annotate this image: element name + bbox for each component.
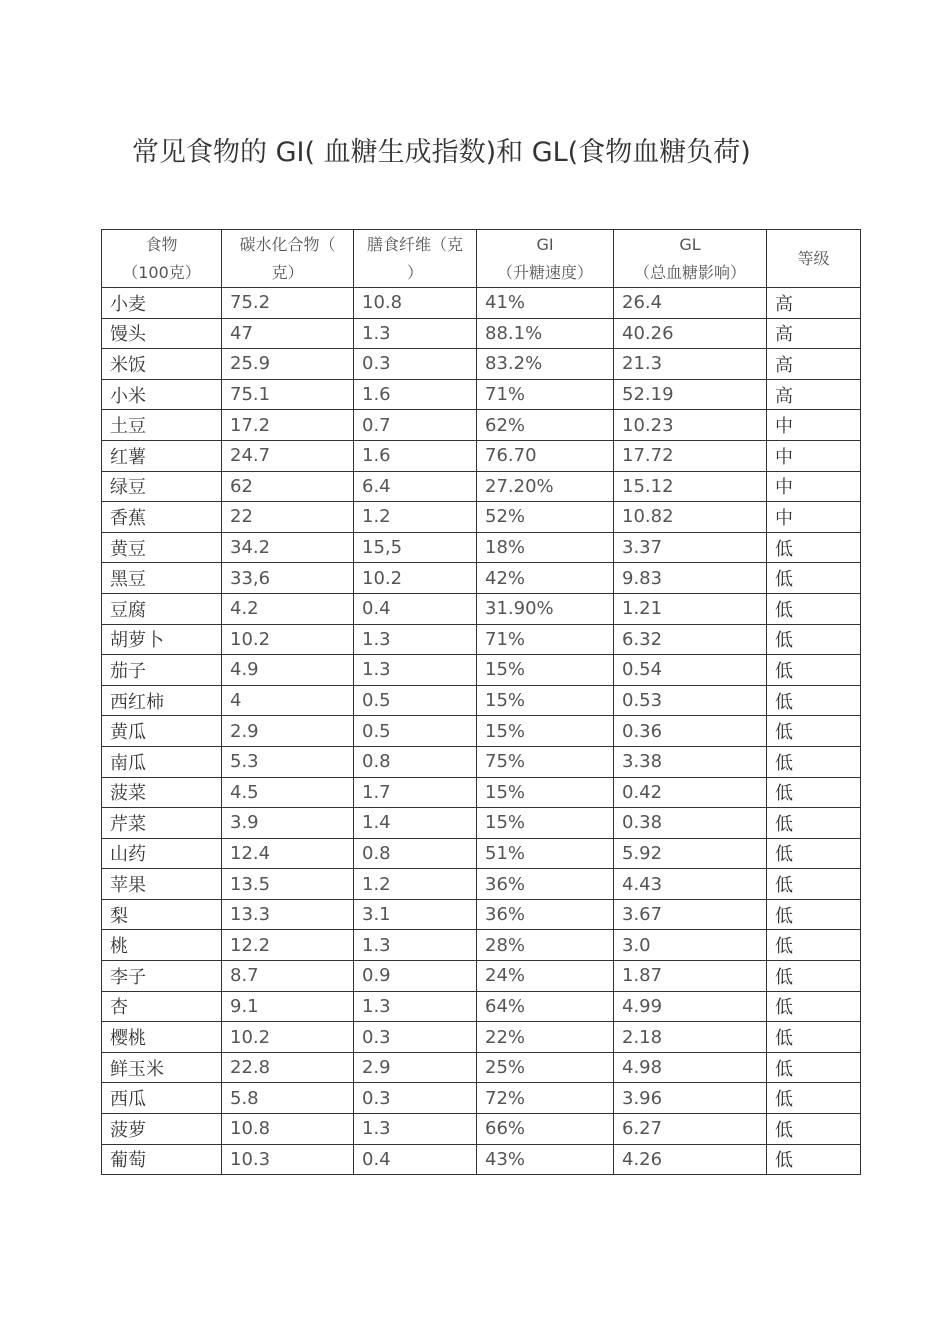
cell-gi: 15% xyxy=(477,716,614,747)
cell-gi: 62% xyxy=(477,410,614,441)
cell-gl: 0.53 xyxy=(614,685,767,716)
cell-gl: 3.96 xyxy=(614,1083,767,1114)
cell-food: 茄子 xyxy=(102,655,222,686)
table-row xyxy=(102,288,861,319)
cell-fiber: 0.7 xyxy=(354,410,477,441)
cell-gi: 41% xyxy=(477,288,614,319)
table-row xyxy=(102,471,861,502)
cell-fiber: 1.6 xyxy=(354,379,477,410)
header-food-line1: 食物 xyxy=(145,234,178,254)
cell-food: 小麦 xyxy=(102,288,222,319)
cell-fiber: 1.3 xyxy=(354,624,477,655)
cell-food: 杏 xyxy=(102,991,222,1022)
cell-grade: 低 xyxy=(767,655,861,686)
table-row xyxy=(102,961,861,992)
table-row xyxy=(102,746,861,777)
cell-fiber: 0.5 xyxy=(354,716,477,747)
table-row xyxy=(102,410,861,441)
cell-gi: 64% xyxy=(477,991,614,1022)
cell-gi: 52% xyxy=(477,502,614,533)
cell-carbohydrate: 9.1 xyxy=(222,991,354,1022)
cell-gl: 3.38 xyxy=(614,746,767,777)
cell-carbohydrate: 12.4 xyxy=(222,838,354,869)
cell-food: 桃 xyxy=(102,930,222,961)
table-row xyxy=(102,777,861,808)
cell-carbohydrate: 4 xyxy=(222,685,354,716)
cell-grade: 低 xyxy=(767,1052,861,1083)
cell-gl: 3.37 xyxy=(614,532,767,563)
cell-fiber: 10.8 xyxy=(354,288,477,319)
table-row xyxy=(102,930,861,961)
header-gi-line2: （升糖速度） xyxy=(496,262,593,282)
cell-gl: 52.19 xyxy=(614,379,767,410)
cell-carbohydrate: 13.3 xyxy=(222,899,354,930)
cell-food: 苹果 xyxy=(102,869,222,900)
table-row xyxy=(102,624,861,655)
header-gl xyxy=(614,230,767,288)
cell-carbohydrate: 17.2 xyxy=(222,410,354,441)
header-food-line2: （100克） xyxy=(122,262,201,282)
cell-fiber: 0.3 xyxy=(354,349,477,380)
header-grade xyxy=(767,230,861,288)
table-header xyxy=(102,230,861,288)
cell-carbohydrate: 10.8 xyxy=(222,1114,354,1145)
cell-gi: 27.20% xyxy=(477,471,614,502)
cell-carbohydrate: 75.1 xyxy=(222,379,354,410)
cell-food: 南瓜 xyxy=(102,746,222,777)
cell-fiber: 10.2 xyxy=(354,563,477,594)
cell-fiber: 1.3 xyxy=(354,991,477,1022)
cell-carbohydrate: 25.9 xyxy=(222,349,354,380)
cell-food: 樱桃 xyxy=(102,1022,222,1053)
header-fiber-line1: 膳食纤维（克 xyxy=(366,234,463,254)
cell-food: 小米 xyxy=(102,379,222,410)
cell-fiber: 3.1 xyxy=(354,899,477,930)
cell-gl: 4.99 xyxy=(614,991,767,1022)
cell-grade: 低 xyxy=(767,869,861,900)
table-row xyxy=(102,685,861,716)
cell-gi: 15% xyxy=(477,685,614,716)
cell-carbohydrate: 13.5 xyxy=(222,869,354,900)
cell-grade: 低 xyxy=(767,1144,861,1175)
cell-food: 绿豆 xyxy=(102,471,222,502)
header-gl-line1: GL xyxy=(679,234,701,254)
table-row xyxy=(102,349,861,380)
cell-food: 胡萝卜 xyxy=(102,624,222,655)
cell-gi: 75% xyxy=(477,746,614,777)
cell-food: 米饭 xyxy=(102,349,222,380)
table-row xyxy=(102,899,861,930)
cell-carbohydrate: 22.8 xyxy=(222,1052,354,1083)
cell-carbohydrate: 12.2 xyxy=(222,930,354,961)
cell-fiber: 15,5 xyxy=(354,532,477,563)
cell-carbohydrate: 10.2 xyxy=(222,1022,354,1053)
cell-grade: 高 xyxy=(767,288,861,319)
header-carbohydrate-line1: 碳水化合物（ xyxy=(239,234,336,254)
cell-gi: 18% xyxy=(477,532,614,563)
table-row xyxy=(102,838,861,869)
cell-gi: 51% xyxy=(477,838,614,869)
cell-gl: 10.23 xyxy=(614,410,767,441)
cell-food: 李子 xyxy=(102,961,222,992)
cell-food: 鲜玉米 xyxy=(102,1052,222,1083)
cell-carbohydrate: 8.7 xyxy=(222,961,354,992)
table-row xyxy=(102,869,861,900)
cell-fiber: 1.3 xyxy=(354,655,477,686)
table-row xyxy=(102,440,861,471)
cell-fiber: 0.3 xyxy=(354,1083,477,1114)
cell-gi: 24% xyxy=(477,961,614,992)
cell-gl: 3.67 xyxy=(614,899,767,930)
cell-food: 香蕉 xyxy=(102,502,222,533)
cell-gi: 66% xyxy=(477,1114,614,1145)
cell-food: 山药 xyxy=(102,838,222,869)
cell-carbohydrate: 4.2 xyxy=(222,593,354,624)
table-row xyxy=(102,502,861,533)
cell-gl: 4.98 xyxy=(614,1052,767,1083)
cell-grade: 低 xyxy=(767,1114,861,1145)
cell-grade: 低 xyxy=(767,808,861,839)
cell-grade: 低 xyxy=(767,838,861,869)
cell-fiber: 1.7 xyxy=(354,777,477,808)
cell-grade: 高 xyxy=(767,349,861,380)
cell-grade: 低 xyxy=(767,1022,861,1053)
table-row xyxy=(102,1022,861,1053)
cell-grade: 低 xyxy=(767,685,861,716)
cell-gi: 42% xyxy=(477,563,614,594)
cell-fiber: 0.4 xyxy=(354,1144,477,1175)
gi-gl-table xyxy=(101,229,861,1175)
cell-gi: 71% xyxy=(477,379,614,410)
cell-food: 西瓜 xyxy=(102,1083,222,1114)
header-fiber xyxy=(354,230,477,288)
cell-carbohydrate: 33,6 xyxy=(222,563,354,594)
cell-gi: 43% xyxy=(477,1144,614,1175)
cell-grade: 低 xyxy=(767,961,861,992)
cell-gi: 28% xyxy=(477,930,614,961)
cell-food: 红薯 xyxy=(102,440,222,471)
cell-fiber: 1.2 xyxy=(354,502,477,533)
cell-grade: 低 xyxy=(767,563,861,594)
cell-fiber: 0.5 xyxy=(354,685,477,716)
header-grade-line1: 等级 xyxy=(797,248,830,268)
header-carbohydrate xyxy=(222,230,354,288)
cell-grade: 低 xyxy=(767,593,861,624)
cell-gl: 6.27 xyxy=(614,1114,767,1145)
cell-fiber: 1.4 xyxy=(354,808,477,839)
cell-grade: 高 xyxy=(767,379,861,410)
cell-gi: 88.1% xyxy=(477,318,614,349)
table-row xyxy=(102,318,861,349)
cell-carbohydrate: 47 xyxy=(222,318,354,349)
table-row xyxy=(102,1083,861,1114)
cell-fiber: 1.3 xyxy=(354,1114,477,1145)
table-row xyxy=(102,1114,861,1145)
header-gi-line1: GI xyxy=(536,234,554,254)
table-row xyxy=(102,808,861,839)
cell-gi: 15% xyxy=(477,655,614,686)
cell-fiber: 1.6 xyxy=(354,440,477,471)
cell-grade: 高 xyxy=(767,318,861,349)
table-row xyxy=(102,716,861,747)
table-row xyxy=(102,593,861,624)
cell-gl: 40.26 xyxy=(614,318,767,349)
table-row xyxy=(102,655,861,686)
cell-grade: 低 xyxy=(767,1083,861,1114)
cell-gl: 0.38 xyxy=(614,808,767,839)
cell-gl: 1.21 xyxy=(614,593,767,624)
cell-carbohydrate: 2.9 xyxy=(222,716,354,747)
cell-gi: 31.90% xyxy=(477,593,614,624)
cell-carbohydrate: 10.2 xyxy=(222,624,354,655)
header-fiber-line2: ） xyxy=(406,262,423,282)
cell-grade: 低 xyxy=(767,624,861,655)
cell-grade: 中 xyxy=(767,440,861,471)
cell-carbohydrate: 4.9 xyxy=(222,655,354,686)
cell-gi: 15% xyxy=(477,777,614,808)
table-row xyxy=(102,991,861,1022)
header-gl-line2: （总血糖影响） xyxy=(633,262,746,282)
cell-fiber: 1.3 xyxy=(354,930,477,961)
table-body xyxy=(102,288,861,1175)
cell-carbohydrate: 24.7 xyxy=(222,440,354,471)
table-row xyxy=(102,1052,861,1083)
table-row xyxy=(102,563,861,594)
header-gi xyxy=(477,230,614,288)
cell-fiber: 0.8 xyxy=(354,838,477,869)
cell-carbohydrate: 5.8 xyxy=(222,1083,354,1114)
cell-carbohydrate: 3.9 xyxy=(222,808,354,839)
cell-gl: 6.32 xyxy=(614,624,767,655)
cell-carbohydrate: 4.5 xyxy=(222,777,354,808)
cell-grade: 低 xyxy=(767,991,861,1022)
cell-food: 菠菜 xyxy=(102,777,222,808)
cell-fiber: 6.4 xyxy=(354,471,477,502)
cell-gl: 4.43 xyxy=(614,869,767,900)
cell-gi: 22% xyxy=(477,1022,614,1053)
cell-food: 黄豆 xyxy=(102,532,222,563)
cell-fiber: 1.3 xyxy=(354,318,477,349)
cell-gl: 9.83 xyxy=(614,563,767,594)
cell-gi: 36% xyxy=(477,899,614,930)
cell-food: 芹菜 xyxy=(102,808,222,839)
cell-gi: 83.2% xyxy=(477,349,614,380)
cell-fiber: 0.8 xyxy=(354,746,477,777)
cell-gl: 0.36 xyxy=(614,716,767,747)
cell-gl: 4.26 xyxy=(614,1144,767,1175)
page-title: 常见食物的 GI( 血糖生成指数)和 GL(食物血糖负荷) xyxy=(132,137,751,168)
cell-food: 土豆 xyxy=(102,410,222,441)
cell-gl: 0.54 xyxy=(614,655,767,686)
cell-grade: 低 xyxy=(767,930,861,961)
cell-food: 梨 xyxy=(102,899,222,930)
cell-grade: 低 xyxy=(767,716,861,747)
cell-grade: 低 xyxy=(767,899,861,930)
cell-food: 黑豆 xyxy=(102,563,222,594)
cell-fiber: 0.9 xyxy=(354,961,477,992)
cell-food: 葡萄 xyxy=(102,1144,222,1175)
cell-carbohydrate: 10.3 xyxy=(222,1144,354,1175)
cell-grade: 中 xyxy=(767,471,861,502)
cell-food: 馒头 xyxy=(102,318,222,349)
cell-carbohydrate: 5.3 xyxy=(222,746,354,777)
cell-food: 菠萝 xyxy=(102,1114,222,1145)
cell-gl: 3.0 xyxy=(614,930,767,961)
cell-grade: 低 xyxy=(767,777,861,808)
header-food xyxy=(102,230,222,288)
cell-gl: 21.3 xyxy=(614,349,767,380)
cell-gl: 10.82 xyxy=(614,502,767,533)
table-header-row xyxy=(102,230,861,288)
cell-gi: 15% xyxy=(477,808,614,839)
cell-food: 西红柿 xyxy=(102,685,222,716)
header-carbohydrate-line2: 克） xyxy=(271,262,304,282)
cell-food: 黄瓜 xyxy=(102,716,222,747)
cell-grade: 中 xyxy=(767,410,861,441)
cell-gi: 25% xyxy=(477,1052,614,1083)
cell-fiber: 2.9 xyxy=(354,1052,477,1083)
cell-gl: 1.87 xyxy=(614,961,767,992)
cell-grade: 中 xyxy=(767,502,861,533)
cell-gl: 0.42 xyxy=(614,777,767,808)
cell-carbohydrate: 62 xyxy=(222,471,354,502)
cell-gl: 17.72 xyxy=(614,440,767,471)
cell-carbohydrate: 22 xyxy=(222,502,354,533)
table-row xyxy=(102,1144,861,1175)
cell-carbohydrate: 34.2 xyxy=(222,532,354,563)
cell-gi: 76.70 xyxy=(477,440,614,471)
table-row xyxy=(102,532,861,563)
cell-carbohydrate: 75.2 xyxy=(222,288,354,319)
cell-gl: 2.18 xyxy=(614,1022,767,1053)
cell-gi: 72% xyxy=(477,1083,614,1114)
table-row xyxy=(102,379,861,410)
cell-fiber: 1.2 xyxy=(354,869,477,900)
cell-grade: 低 xyxy=(767,532,861,563)
cell-fiber: 0.3 xyxy=(354,1022,477,1053)
cell-gl: 26.4 xyxy=(614,288,767,319)
cell-gi: 71% xyxy=(477,624,614,655)
cell-fiber: 0.4 xyxy=(354,593,477,624)
cell-grade: 低 xyxy=(767,746,861,777)
cell-gi: 36% xyxy=(477,869,614,900)
cell-gl: 5.92 xyxy=(614,838,767,869)
cell-gl: 15.12 xyxy=(614,471,767,502)
cell-food: 豆腐 xyxy=(102,593,222,624)
